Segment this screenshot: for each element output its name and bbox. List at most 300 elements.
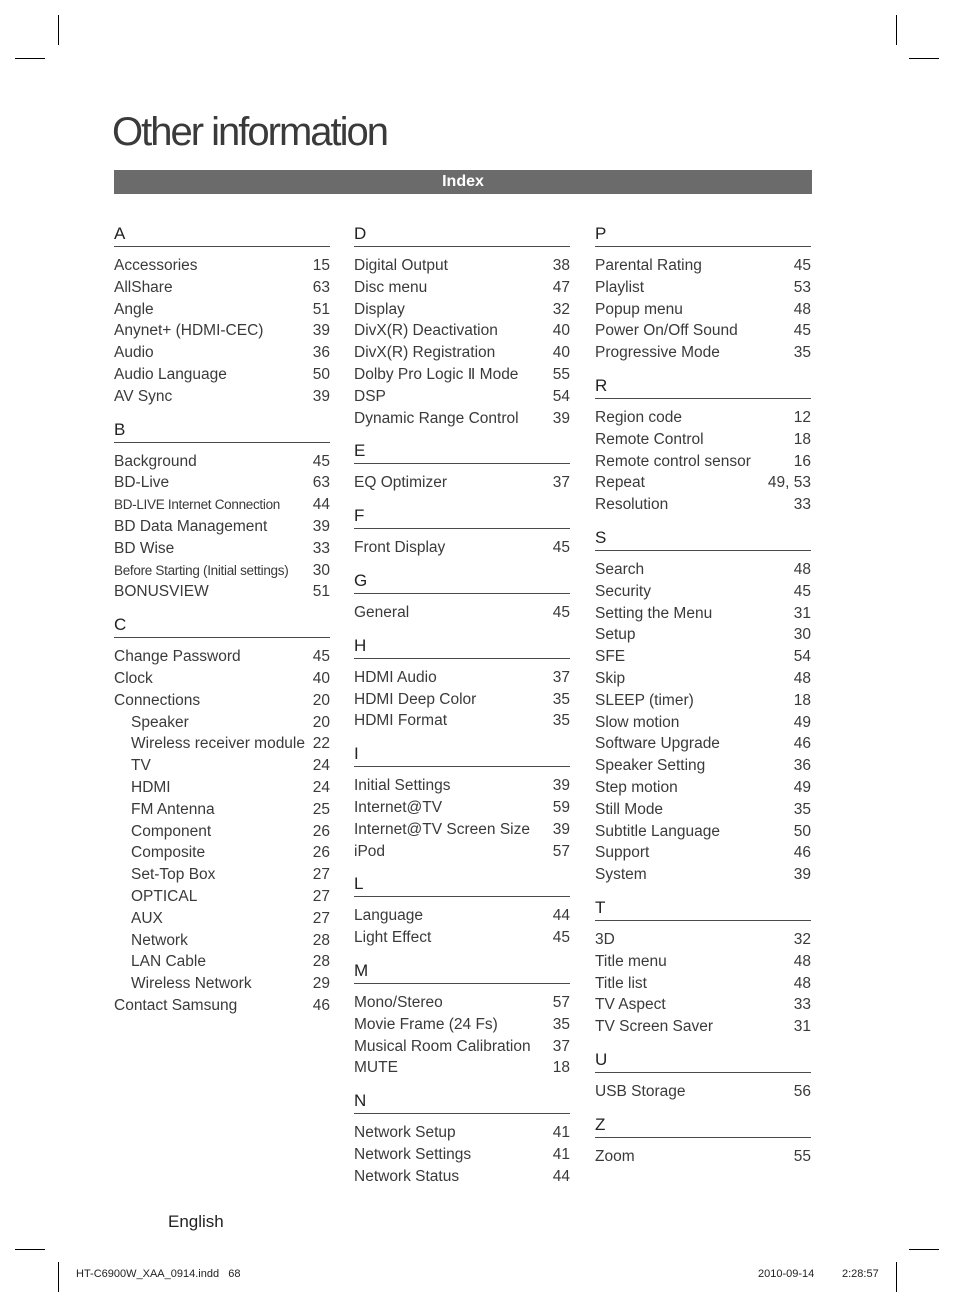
- entry-page-number: 48: [793, 300, 811, 318]
- index-entry: [595, 973, 811, 995]
- section-letter-heading: A: [114, 222, 330, 247]
- entry-term: Region code: [595, 408, 683, 426]
- index-entry: [595, 690, 811, 712]
- index-subentry: [114, 973, 330, 995]
- index-entry: [114, 342, 330, 364]
- index-entry: [595, 581, 811, 603]
- entry-term: Software Upgrade: [595, 735, 720, 753]
- index-entry: [114, 299, 330, 321]
- index-section-r: [595, 374, 811, 516]
- index-section-g: [354, 569, 570, 624]
- page-title: Other information: [112, 110, 388, 154]
- section-letter-heading: B: [114, 418, 330, 443]
- index-entry: [354, 1014, 570, 1036]
- entry-term: Contact Samsung: [114, 996, 238, 1014]
- entry-page-number: 40: [552, 344, 570, 362]
- index-entry: [595, 668, 811, 690]
- index-entry: [595, 407, 811, 429]
- entry-page-number: 39: [793, 866, 811, 884]
- index-entry: [114, 646, 330, 668]
- entry-page-number: 25: [312, 800, 330, 818]
- index-entry: [114, 364, 330, 386]
- index-subentry: [114, 777, 330, 799]
- entry-page-number: 37: [552, 668, 570, 686]
- index-entry: [354, 342, 570, 364]
- section-letter-heading: Z: [595, 1113, 811, 1138]
- index-column-3: [595, 222, 811, 1178]
- index-entry: [595, 603, 811, 625]
- index-entry: [595, 559, 811, 581]
- crop-mark: [909, 1249, 939, 1250]
- footer-time: 2:28:57: [842, 1268, 879, 1280]
- index-entry: [354, 992, 570, 1014]
- entry-page-number: 45: [552, 929, 570, 947]
- index-entry: [595, 299, 811, 321]
- index-entry: [595, 320, 811, 342]
- index-entry: [114, 451, 330, 473]
- entry-term: TV Aspect: [595, 996, 666, 1014]
- entry-page-number: 45: [793, 257, 811, 274]
- section-letter-heading: E: [354, 439, 570, 464]
- entry-term: Change Password: [114, 648, 241, 666]
- entry-term: General: [354, 603, 410, 621]
- index-section-l: [354, 872, 570, 949]
- entry-page-number: 38: [552, 257, 570, 274]
- entry-page-number: 55: [552, 365, 570, 383]
- entry-page-number: 39: [312, 387, 330, 405]
- entry-page-number: 27: [312, 909, 330, 927]
- entry-page-number: 54: [552, 387, 570, 405]
- entry-term: SLEEP (timer): [595, 691, 694, 709]
- entry-term: Playlist: [595, 278, 645, 296]
- section-letter-heading: S: [595, 526, 811, 551]
- index-section-e: [354, 439, 570, 494]
- entry-term: USB Storage: [595, 1082, 686, 1100]
- crop-mark: [896, 15, 897, 45]
- index-entry: [114, 255, 330, 277]
- entry-page-number: 37: [552, 474, 570, 492]
- index-section-f: [354, 504, 570, 559]
- entry-term: Still Mode: [595, 800, 664, 818]
- section-letter-heading: H: [354, 634, 570, 659]
- entry-term: SFE: [595, 648, 626, 666]
- entry-page-number: 16: [793, 452, 811, 470]
- entry-page-number: 41: [552, 1124, 570, 1142]
- entry-term: AV Sync: [114, 387, 173, 405]
- index-entry: [354, 277, 570, 299]
- entry-page-number: 28: [312, 931, 330, 949]
- entry-page-number: 29: [312, 975, 330, 993]
- entry-page-number: 45: [312, 452, 330, 470]
- entry-page-number: 49: [793, 713, 811, 731]
- entry-page-number: 36: [793, 757, 811, 775]
- index-entry: [595, 646, 811, 668]
- index-entry: [354, 775, 570, 797]
- entry-term: Setup: [595, 626, 636, 644]
- index-entry: [114, 320, 330, 342]
- entry-page-number: 35: [552, 1015, 570, 1033]
- entry-page-number: 33: [793, 496, 811, 514]
- entry-page-number: 63: [312, 278, 330, 296]
- entry-page-number: 55: [793, 1147, 811, 1165]
- entry-term: Musical Room Calibration: [354, 1037, 531, 1055]
- index-entry: [595, 1016, 811, 1038]
- entry-page-number: 22: [312, 735, 330, 753]
- index-section-z: [595, 1113, 811, 1168]
- index-entry: [595, 821, 811, 843]
- index-entry: [595, 429, 811, 451]
- entry-term: BONUSVIEW: [114, 583, 209, 601]
- entry-page-number: 24: [312, 757, 330, 775]
- entry-page-number: 57: [552, 993, 570, 1011]
- entry-page-number: 35: [552, 690, 570, 708]
- entry-term: Zoom: [595, 1147, 635, 1165]
- entry-page-number: 33: [793, 996, 811, 1014]
- index-entry: [114, 668, 330, 690]
- entry-term: Resolution: [595, 496, 669, 514]
- entry-page-number: 40: [552, 322, 570, 340]
- entry-term: DivX(R) Registration: [354, 344, 496, 362]
- entry-term: Angle: [114, 300, 154, 318]
- entry-term: Front Display: [354, 539, 446, 557]
- entry-term: Wireless receiver module: [131, 735, 305, 753]
- index-entry: [114, 516, 330, 538]
- entry-page-number: 48: [793, 952, 811, 970]
- entry-term: iPod: [354, 842, 386, 860]
- index-entry: [354, 689, 570, 711]
- index-entry: [354, 1122, 570, 1144]
- section-letter-heading: T: [595, 896, 811, 921]
- entry-page-number: 35: [793, 344, 811, 362]
- section-letter-heading: F: [354, 504, 570, 529]
- entry-page-number: 51: [312, 300, 330, 318]
- entry-term: Movie Frame (24 Fs): [354, 1015, 498, 1033]
- entry-page-number: 51: [312, 583, 330, 601]
- entry-term: Speaker Setting: [595, 757, 706, 775]
- index-entry: [595, 929, 811, 951]
- entry-term: Light Effect: [354, 929, 432, 947]
- entry-term: Display: [354, 300, 405, 318]
- index-entry: [595, 494, 811, 516]
- entry-page-number: 32: [552, 300, 570, 318]
- section-letter-heading: U: [595, 1048, 811, 1073]
- entry-term: Connections: [114, 691, 201, 709]
- index-entry: [354, 1166, 570, 1188]
- index-entry: [354, 905, 570, 927]
- entry-term: Internet@TV Screen Size: [354, 820, 530, 838]
- index-section-u: [595, 1048, 811, 1103]
- entry-term: 3D: [595, 930, 615, 948]
- index-section-i: [354, 742, 570, 862]
- entry-term: BD Data Management: [114, 517, 268, 535]
- entry-term: Wireless Network: [131, 975, 252, 993]
- entry-page-number: 45: [552, 603, 570, 621]
- entry-page-number: 39: [552, 409, 570, 427]
- entry-page-number: 44: [552, 907, 570, 925]
- entry-term: Background: [114, 452, 197, 470]
- entry-term: Search: [595, 560, 645, 578]
- index-entry: [595, 799, 811, 821]
- index-entry: [354, 710, 570, 732]
- entry-page-number: 50: [793, 822, 811, 840]
- index-section-t: [595, 896, 811, 1038]
- entry-term: Anynet+ (HDMI-CEC): [114, 322, 264, 340]
- entry-term: Language: [354, 907, 423, 925]
- entry-page-number: 49: [793, 778, 811, 796]
- entry-term: BD Wise: [114, 539, 175, 557]
- index-subentry: [114, 930, 330, 952]
- entry-term: AllShare: [114, 278, 173, 296]
- entry-term: Remote control sensor: [595, 452, 751, 470]
- index-entry: [354, 1036, 570, 1058]
- entry-term: OPTICAL: [131, 887, 198, 905]
- entry-page-number: 31: [793, 1018, 811, 1036]
- entry-term: TV Screen Saver: [595, 1018, 714, 1036]
- entry-term: DivX(R) Deactivation: [354, 322, 498, 340]
- index-entry: [354, 841, 570, 863]
- entry-page-number: 36: [312, 344, 330, 362]
- crop-mark: [58, 15, 59, 45]
- entry-term: Repeat: [595, 474, 645, 492]
- index-entry: [354, 667, 570, 689]
- index-entry: [595, 342, 811, 364]
- entry-page-number: 56: [793, 1082, 811, 1100]
- entry-page-number: 45: [793, 582, 811, 600]
- index-subentry: [114, 908, 330, 930]
- entry-page-number: 24: [312, 778, 330, 796]
- index-entry: [595, 777, 811, 799]
- footer-date: 2010-09-14: [758, 1268, 815, 1280]
- index-section-b: [114, 418, 330, 604]
- entry-page-number: 41: [552, 1145, 570, 1163]
- entry-term: Clock: [114, 669, 153, 687]
- entry-term: Mono/Stereo: [354, 993, 443, 1011]
- entry-page-number: 48: [793, 669, 811, 687]
- entry-page-number: 50: [312, 365, 330, 383]
- entry-page-number: 45: [793, 322, 811, 340]
- entry-page-number: 33: [312, 539, 330, 557]
- section-letter-heading: M: [354, 959, 570, 984]
- entry-page-number: 28: [312, 953, 330, 971]
- index-entry: [595, 277, 811, 299]
- index-entry: [114, 581, 330, 603]
- entry-page-number: 53: [793, 278, 811, 296]
- index-entry: [595, 1081, 811, 1103]
- entry-page-number: 30: [793, 626, 811, 644]
- index-entry: [114, 386, 330, 408]
- entry-term: Initial Settings: [354, 777, 451, 795]
- section-letter-heading: L: [354, 872, 570, 897]
- index-section-d: [354, 222, 570, 429]
- entry-term: HDMI: [131, 778, 171, 796]
- entry-term: Before Starting (Initial settings): [114, 562, 289, 578]
- entry-page-number: 37: [552, 1037, 570, 1055]
- entry-term: Power On/Off Sound: [595, 322, 738, 340]
- index-section-a: [114, 222, 330, 408]
- entry-page-number: 32: [793, 930, 811, 948]
- entry-page-number: 45: [552, 539, 570, 557]
- index-entry: [354, 537, 570, 559]
- index-entry: [114, 472, 330, 494]
- entry-page-number: 12: [793, 408, 811, 426]
- index-entry: [354, 299, 570, 321]
- index-entry: [595, 864, 811, 886]
- entry-page-number: 15: [312, 257, 330, 274]
- index-section-c: [114, 613, 330, 1017]
- entry-term: Speaker: [131, 713, 189, 731]
- entry-term: Component: [131, 822, 212, 840]
- entry-page-number: 48: [793, 974, 811, 992]
- index-entry: [595, 994, 811, 1016]
- entry-term: Progressive Mode: [595, 344, 720, 362]
- index-entry: [354, 927, 570, 949]
- entry-term: BD-Live: [114, 474, 170, 492]
- entry-term: Network Status: [354, 1167, 460, 1185]
- index-section-m: [354, 959, 570, 1079]
- crop-mark: [15, 58, 45, 59]
- index-entry: [114, 538, 330, 560]
- index-subentry: [114, 733, 330, 755]
- index-entry: [595, 755, 811, 777]
- index-section-n: [354, 1089, 570, 1187]
- section-letter-heading: I: [354, 742, 570, 767]
- entry-page-number: 44: [312, 496, 330, 514]
- entry-term: Title list: [595, 974, 647, 992]
- entry-term: Title menu: [595, 952, 667, 970]
- index-subentry: [114, 842, 330, 864]
- index-subentry: [114, 712, 330, 734]
- section-letter-heading: C: [114, 613, 330, 638]
- index-entry: [354, 364, 570, 386]
- entry-term: Slow motion: [595, 713, 680, 731]
- entry-term: DSP: [354, 387, 386, 405]
- entry-term: HDMI Deep Color: [354, 690, 477, 708]
- index-entry: [354, 255, 570, 277]
- entry-term: Setting the Menu: [595, 604, 713, 622]
- entry-term: BD-LIVE Internet Connection: [114, 497, 280, 513]
- entry-page-number: 35: [793, 800, 811, 818]
- index-entry: [595, 733, 811, 755]
- index-subentry: [114, 886, 330, 908]
- index-entry: [354, 386, 570, 408]
- index-section-p: [595, 222, 811, 364]
- index-entry: [595, 951, 811, 973]
- entry-term: Digital Output: [354, 257, 448, 274]
- index-entry: [595, 451, 811, 473]
- entry-page-number: 48: [793, 560, 811, 578]
- entry-page-number: 39: [552, 820, 570, 838]
- footer-filename: HT-C6900W_XAA_0914.indd 68: [76, 1268, 241, 1280]
- entry-page-number: 46: [312, 996, 330, 1014]
- index-subentry: [114, 755, 330, 777]
- entry-term: LAN Cable: [131, 953, 206, 971]
- crop-mark: [896, 1262, 897, 1292]
- index-entry: [114, 560, 330, 582]
- index-entry: [354, 602, 570, 624]
- entry-term: Network Setup: [354, 1124, 456, 1142]
- entry-term: HDMI Format: [354, 712, 447, 730]
- entry-page-number: 18: [552, 1059, 570, 1077]
- index-entry: [114, 494, 330, 516]
- entry-term: Popup menu: [595, 300, 683, 318]
- section-letter-heading: R: [595, 374, 811, 399]
- entry-page-number: 30: [312, 561, 330, 579]
- entry-page-number: 27: [312, 866, 330, 884]
- index-entry: [354, 819, 570, 841]
- entry-page-number: 63: [312, 474, 330, 492]
- entry-term: HDMI Audio: [354, 668, 437, 686]
- index-subentry: [114, 799, 330, 821]
- entry-term: Set-Top Box: [131, 866, 216, 884]
- entry-term: Step motion: [595, 778, 678, 796]
- entry-page-number: 31: [793, 604, 811, 622]
- entry-term: Subtitle Language: [595, 822, 720, 840]
- entry-page-number: 18: [793, 430, 811, 448]
- index-entry: [354, 408, 570, 430]
- entry-term: AUX: [131, 909, 163, 927]
- index-subentry: [114, 864, 330, 886]
- entry-term: MUTE: [354, 1059, 398, 1077]
- entry-term: EQ Optimizer: [354, 474, 448, 492]
- entry-term: Dynamic Range Control: [354, 409, 519, 427]
- index-entry: [114, 995, 330, 1017]
- entry-page-number: 20: [312, 691, 330, 709]
- index-subentry: [114, 951, 330, 973]
- section-letter-heading: N: [354, 1089, 570, 1114]
- index-entry: [595, 255, 811, 277]
- crop-mark: [58, 1262, 59, 1292]
- entry-term: Remote Control: [595, 430, 704, 448]
- index-entry: [354, 797, 570, 819]
- index-column-2: [354, 222, 570, 1198]
- entry-term: Parental Rating: [595, 257, 702, 274]
- entry-term: Internet@TV: [354, 798, 443, 816]
- entry-page-number: 39: [312, 322, 330, 340]
- index-column-1: [114, 222, 330, 1027]
- index-section-h: [354, 634, 570, 732]
- entry-page-number: 35: [552, 712, 570, 730]
- footer-language: English: [168, 1212, 224, 1231]
- entry-page-number: 59: [552, 798, 570, 816]
- crop-mark: [909, 58, 939, 59]
- entry-page-number: 44: [552, 1167, 570, 1185]
- entry-page-number: 46: [793, 735, 811, 753]
- section-letter-heading: D: [354, 222, 570, 247]
- entry-term: FM Antenna: [131, 800, 215, 818]
- entry-page-number: 47: [552, 278, 570, 296]
- entry-term: System: [595, 866, 647, 884]
- section-letter-heading: G: [354, 569, 570, 594]
- entry-page-number: 57: [552, 842, 570, 860]
- entry-term: Audio: [114, 344, 154, 362]
- index-subentry: [114, 821, 330, 843]
- entry-term: Network: [131, 931, 188, 949]
- entry-term: Skip: [595, 669, 626, 687]
- entry-page-number: 39: [552, 777, 570, 795]
- index-entry: [354, 1144, 570, 1166]
- index-entry: [595, 842, 811, 864]
- index-entry: [354, 472, 570, 494]
- section-letter-heading: P: [595, 222, 811, 247]
- crop-mark: [15, 1249, 45, 1250]
- index-section-s: [595, 526, 811, 886]
- entry-page-number: 18: [793, 691, 811, 709]
- index-entry: [354, 1057, 570, 1079]
- entry-term: Network Settings: [354, 1145, 472, 1163]
- index-entry: [354, 320, 570, 342]
- index-entry: [595, 1146, 811, 1168]
- index-entry: [114, 277, 330, 299]
